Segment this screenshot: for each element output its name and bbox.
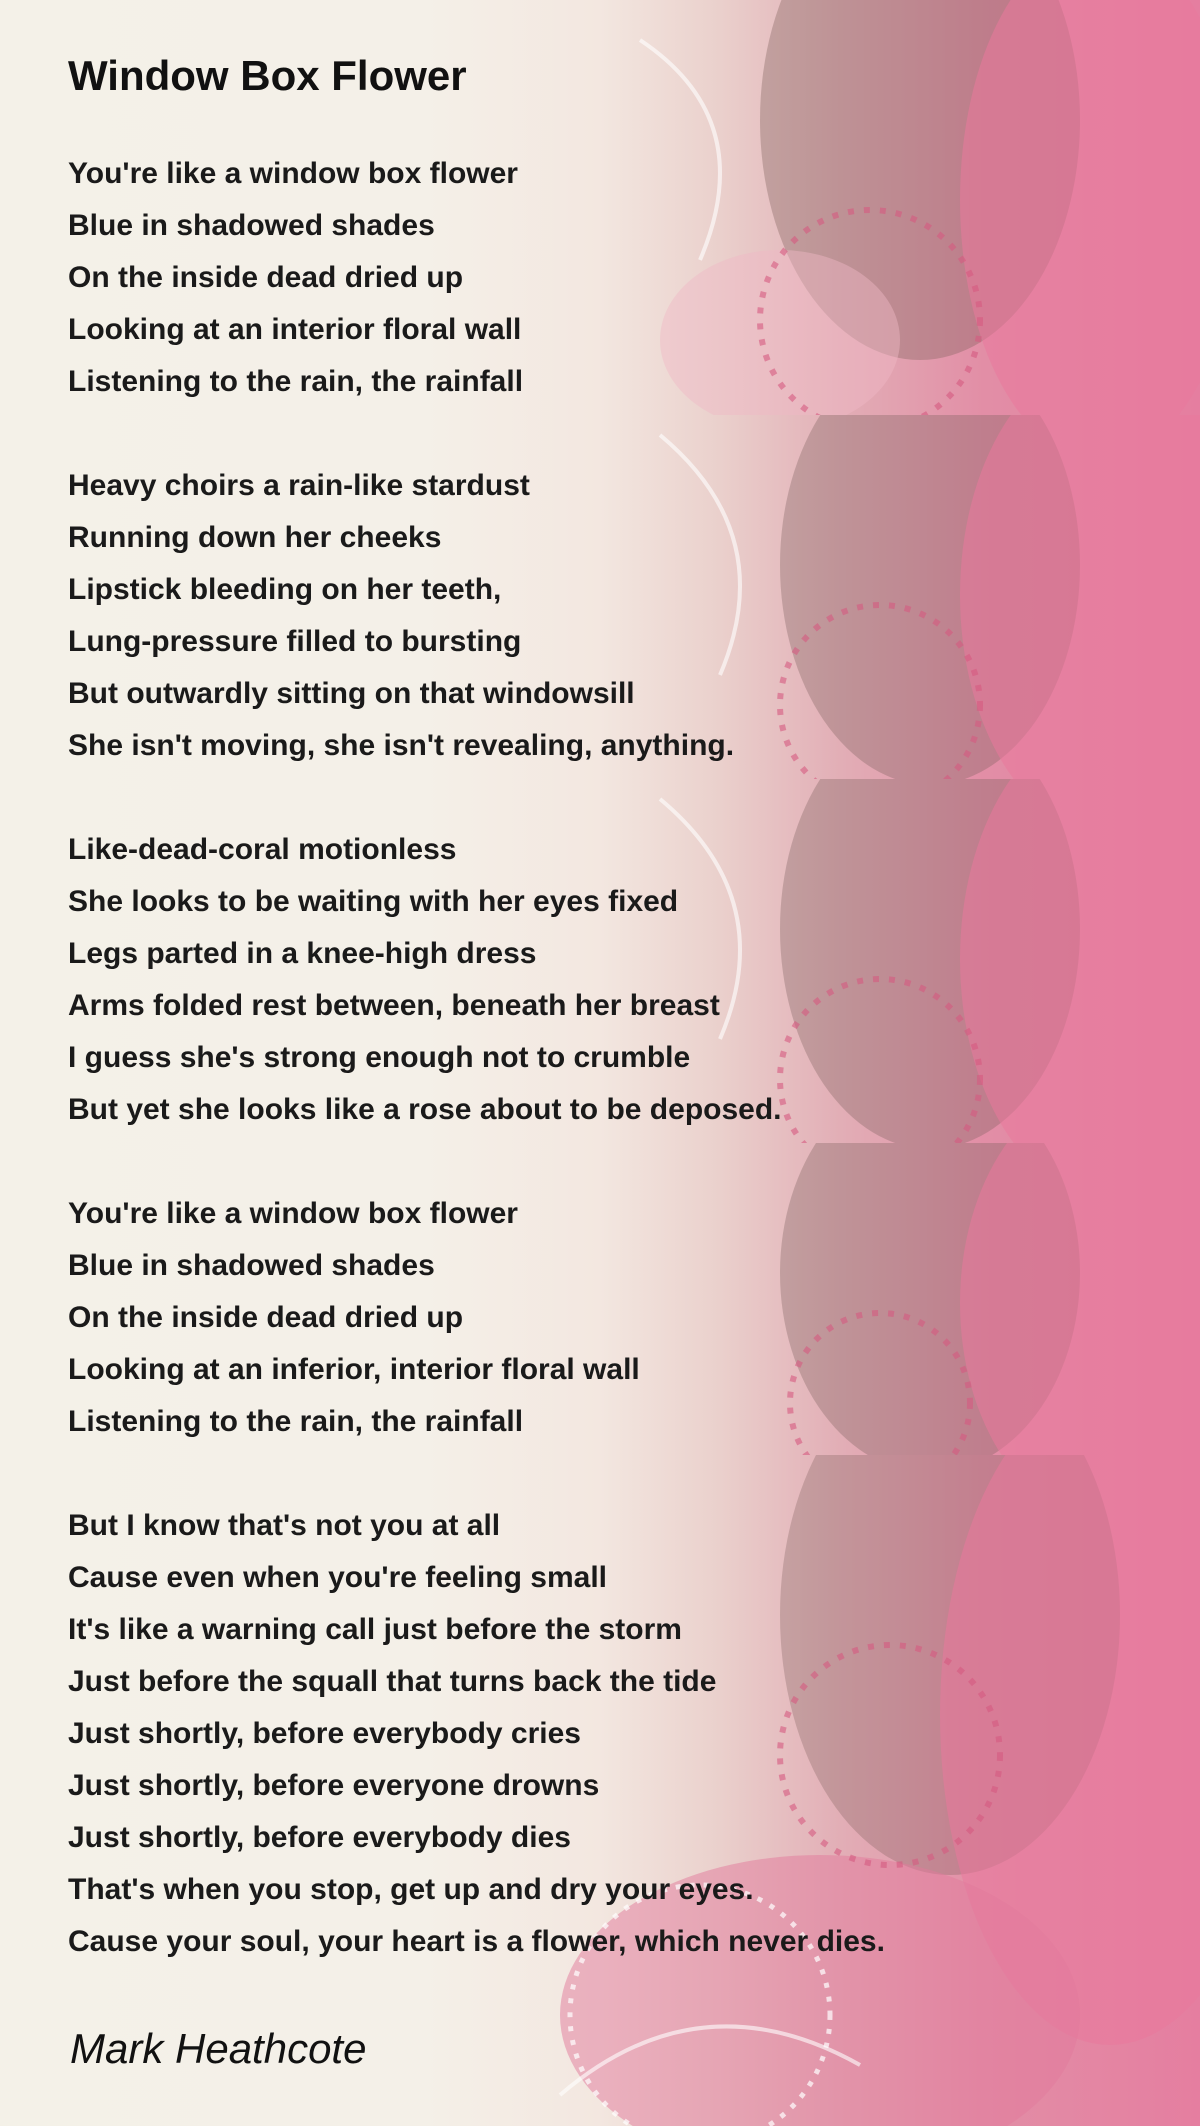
stanza-5 bbox=[68, 1500, 885, 1968]
poem-line: On the inside dead dried up bbox=[68, 261, 464, 294]
poem-line: She isn't moving, she isn't revealing, anything. bbox=[68, 729, 735, 762]
stanza-2 bbox=[68, 460, 734, 772]
poem-line: You're like a window box flower bbox=[68, 1197, 518, 1230]
poem-line: Looking at an interior floral wall bbox=[68, 313, 522, 346]
poem-line: Just shortly, before everybody cries bbox=[68, 1717, 581, 1750]
poem-line: She looks to be waiting with her eyes fixed bbox=[68, 885, 679, 918]
poem-line: Looking at an inferior, interior floral wall bbox=[68, 1353, 640, 1386]
stanza-3 bbox=[68, 824, 782, 1136]
poem-line: Like-dead-coral motionless bbox=[68, 833, 457, 866]
poem-title: Window Box Flower bbox=[68, 52, 467, 99]
poem-line: Blue in shadowed shades bbox=[68, 209, 435, 242]
poem-line: Blue in shadowed shades bbox=[68, 1249, 435, 1282]
poem-line: But outwardly sitting on that windowsill bbox=[68, 677, 635, 710]
poem-author: Mark Heathcote bbox=[70, 2025, 367, 2072]
poem-line: But yet she looks like a rose about to be deposed. bbox=[68, 1093, 782, 1126]
stanza-1 bbox=[68, 148, 523, 408]
poem-line: Lung-pressure filled to bursting bbox=[68, 625, 522, 658]
poem-line: Listening to the rain, the rainfall bbox=[68, 365, 524, 398]
poem-line: Just before the squall that turns back the tide bbox=[68, 1665, 717, 1698]
poem-line: I guess she's strong enough not to crumble bbox=[68, 1041, 691, 1074]
poem-line: Legs parted in a knee-high dress bbox=[68, 937, 537, 970]
poem-line: Lipstick bleeding on her teeth, bbox=[68, 573, 502, 606]
poem-line: Just shortly, before everybody dies bbox=[68, 1821, 571, 1854]
poem-line: But I know that's not you at all bbox=[68, 1509, 501, 1542]
poem-line: Heavy choirs a rain-like stardust bbox=[68, 469, 530, 502]
poem-line: Just shortly, before everyone drowns bbox=[68, 1769, 600, 1802]
poem-line: That's when you stop, get up and dry your eyes. bbox=[68, 1873, 754, 1906]
stanza-4 bbox=[68, 1188, 640, 1448]
poem-line: Running down her cheeks bbox=[68, 521, 442, 554]
poem-line: Arms folded rest between, beneath her breast bbox=[68, 989, 720, 1022]
poem-line: On the inside dead dried up bbox=[68, 1301, 464, 1334]
poem-line: You're like a window box flower bbox=[68, 157, 518, 190]
poem-line: Cause even when you're feeling small bbox=[68, 1561, 607, 1594]
poem-line: Listening to the rain, the rainfall bbox=[68, 1405, 524, 1438]
poem-line: Cause your soul, your heart is a flower, which never dies. bbox=[68, 1925, 885, 1958]
poem-line: It's like a warning call just before the storm bbox=[68, 1613, 682, 1646]
